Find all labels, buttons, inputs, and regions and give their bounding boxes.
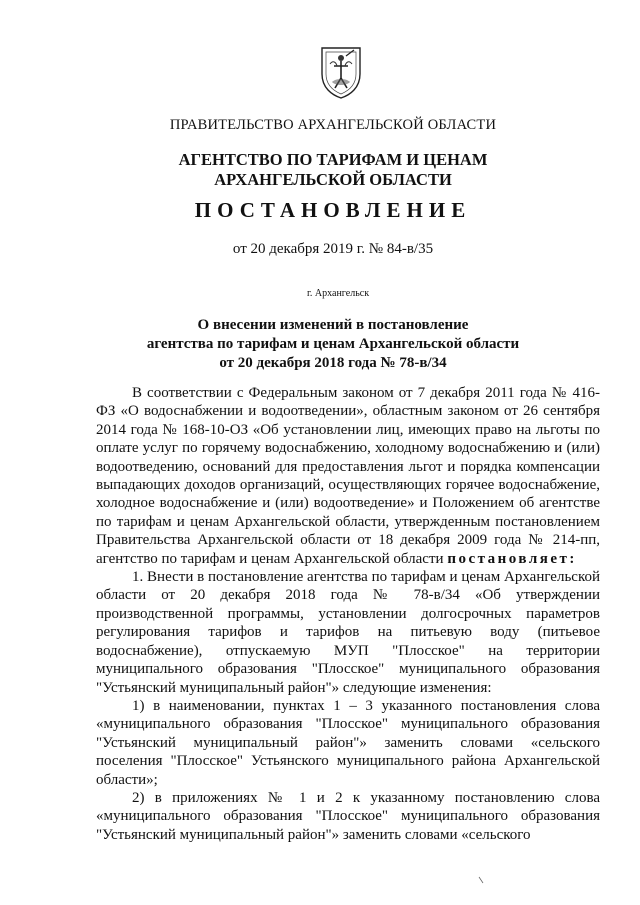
- decree-subject: [0, 316, 640, 373]
- preamble-text: В соответствии с Федеральным законом от 7 декабря 2011 года № 416-ФЗ «О водоснабжении и водоотведении», областным законом от 26 сентября 2014 года № 168-10-ОЗ «Об установлении лиц, имеющих право на льготы по оплате услуг по горячему водоснабжению, холодному водоснабжению и (или) водоотведению, оснований для предоставления льгот и порядка компенсации выпадающих доходов организаций, осуществляющих горячее водоснабжение, холодное водоснабжение и (или) водоотведение» и Положением об агентстве по тарифам и ценам Архангельской области, утвержденным постановлением Правительства Архангельской области от 18 декабря 2009 года № 214-пп, агентство по тарифам и ценам Архангельской области: [96, 385, 600, 567]
- decrees-keyword: постановляет:: [447, 550, 577, 567]
- item-1-paragraph: 1. Внести в постановление агентства по тарифам и ценам Архангельской области от 20 декабря 2018 года № 78-в/34 «Об утверждении производственной программы, установлении долгосрочных параметров регулирования тарифов и тарифов на питьевую воду (питьевое водоснабжение), отпускаемую МУП "Плосское" на территории муниципального образования "Плосское" муниципального образования "Устьянский муниципальный район"» следующие изменения:: [96, 569, 600, 696]
- subject-line1: О внесении изменений в постановление: [197, 317, 469, 333]
- subject-line2: агентства по тарифам и ценам Архангельской области: [146, 336, 520, 352]
- coat-of-arms-emblem: [316, 44, 366, 100]
- subject-line3: от 20 декабря 2018 года № 78-в/34: [219, 355, 447, 371]
- stray-mark: [478, 876, 484, 884]
- decree-date-number: от 20 декабря 2019 г. № 84-в/35: [232, 241, 434, 257]
- item-1-1-paragraph: 1) в наименовании, пунктах 1 – 3 указанного постановления слова «муниципального образования "Плосское" муниципального образования "Устьянский муниципальный район"» заменить словами «сельского поселения "Плосское" Устьянского муниципального района Архангельской области»;: [96, 697, 600, 788]
- agency-name-line1: АГЕНТСТВО ПО ТАРИФАМ И ЦЕНАМ: [178, 150, 488, 169]
- agency-name: [0, 150, 640, 190]
- government-name: ПРАВИТЕЛЬСТВО АРХАНГЕЛЬСКОЙ ОБЛАСТИ: [169, 117, 497, 133]
- document-type-title: ПОСТАНОВЛЕНИЕ: [194, 198, 472, 222]
- city-name: г. Архангельск: [306, 288, 370, 299]
- preamble-paragraph: [96, 384, 600, 568]
- agency-name-line2: АРХАНГЕЛЬСКОЙ ОБЛАСТИ: [214, 170, 452, 189]
- item-1-2-paragraph: 2) в приложениях № 1 и 2 к указанному постановлению слова «муниципального образования "Плосское" муниципального образования "Устьянский муниципальный район"» заменить словами «сельского: [96, 789, 600, 843]
- decree-body: [96, 384, 600, 844]
